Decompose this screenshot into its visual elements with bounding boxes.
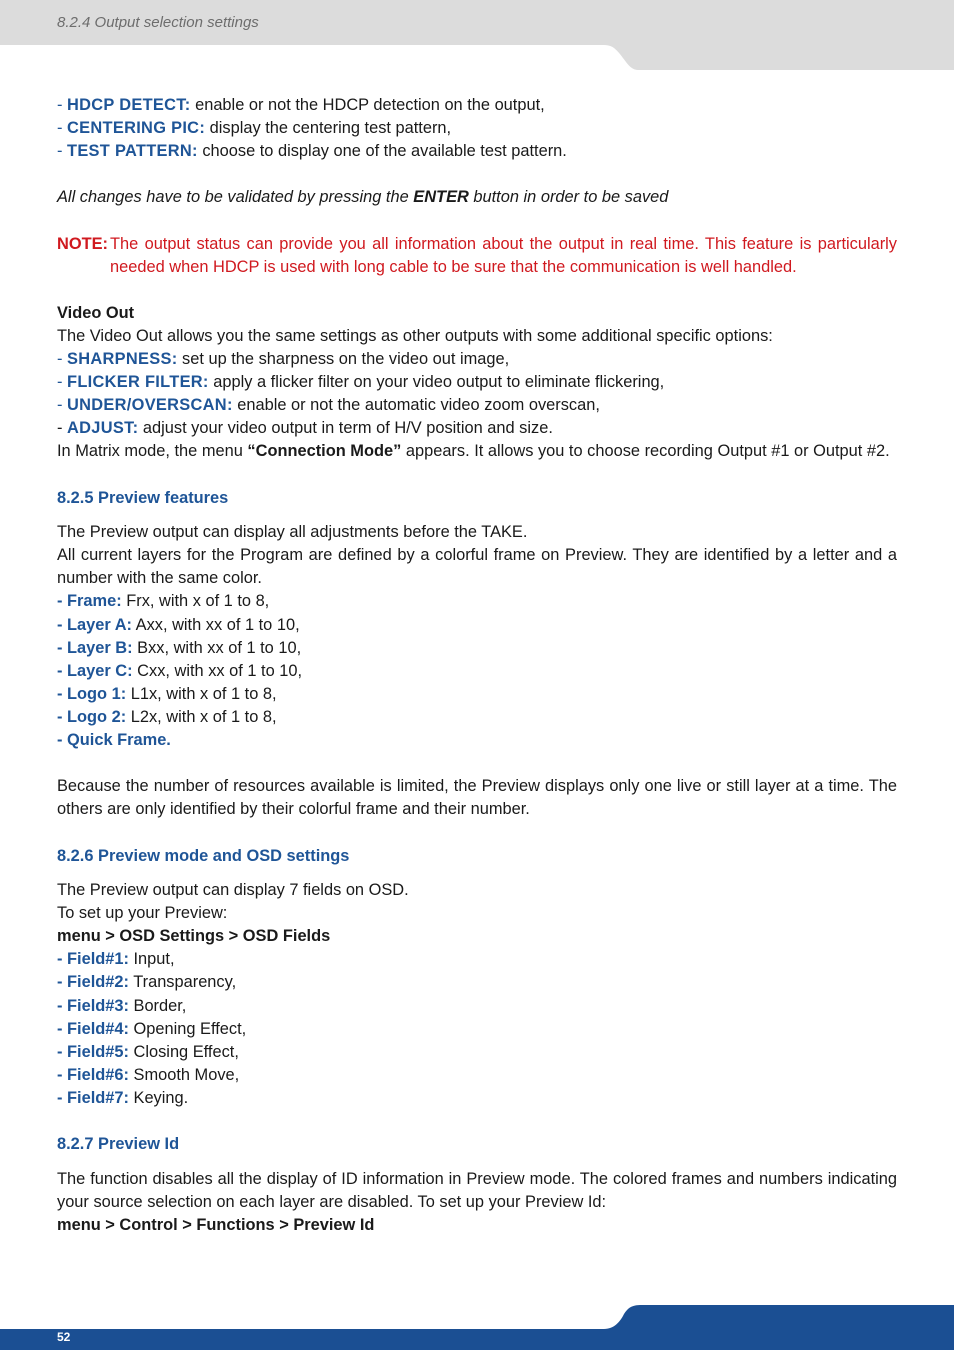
page-number: 52 xyxy=(57,1330,71,1344)
output-item-text: display the centering test pattern, xyxy=(205,119,452,138)
footer-band xyxy=(0,1300,954,1350)
video-out-item-label: UNDER/OVERSCAN: xyxy=(67,396,233,415)
header-band xyxy=(0,0,954,70)
page-content xyxy=(57,94,897,1237)
validate-sentence: All changes have to be validated by pressing the ENTER button in order to be saved xyxy=(57,188,669,207)
osd-field-item: - Field#6: Smooth Move, xyxy=(57,1065,240,1084)
osd-field-item: - Field#1: Input, xyxy=(57,950,175,969)
section-heading-preview-osd: 8.2.6 Preview mode and OSD settings xyxy=(57,846,350,865)
osd-field-item: - Field#4: Opening Effect, xyxy=(57,1019,247,1038)
video-out-item: - ADJUST: adjust your video output in term of H/V position and size. xyxy=(57,419,553,438)
preview-features-p3: Because the number of resources available is limited, the Preview displays only one live or still layer at a time. The others are only identified by their colorful frame and their number. xyxy=(57,777,897,819)
video-out-item-label: ADJUST: xyxy=(67,419,139,438)
osd-field-item: - Field#7: Keying. xyxy=(57,1088,189,1107)
section-heading-preview-id: 8.2.7 Preview Id xyxy=(57,1135,180,1154)
video-out-item: - FLICKER FILTER: apply a flicker filter on your video output to eliminate flickering, xyxy=(57,373,665,392)
video-out-item-label: SHARPNESS: xyxy=(67,350,178,369)
note-text: The output status can provide you all information about the output in real time. This feature is particularly needed when HDCP is used with long cable to be sure that the communication is well handled. xyxy=(110,234,897,276)
video-out-item-label: FLICKER FILTER: xyxy=(67,373,209,392)
connection-mode-text: “Connection Mode” xyxy=(247,442,402,461)
preview-features-p2: All current layers for the Program are defined by a colorful frame on Preview. They are identified by a letter and a number with the same color. xyxy=(57,546,897,588)
output-item-label: CENTERING PIC: xyxy=(67,119,206,138)
osd-field-item: - Field#5: Closing Effect, xyxy=(57,1042,239,1061)
preview-feature-item: - Layer B: Bxx, with xx of 1 to 10, xyxy=(57,638,302,657)
enter-key-text: ENTER xyxy=(413,188,469,207)
preview-id-menu-path: menu > Control > Functions > Preview Id xyxy=(57,1215,375,1234)
output-item-text: enable or not the HDCP detection on the output, xyxy=(190,96,545,114)
output-item-label: HDCP DETECT: xyxy=(67,96,191,114)
video-out-item: - UNDER/OVERSCAN: enable or not the automatic video zoom overscan, xyxy=(57,396,600,415)
matrix-mode-paragraph: In Matrix mode, the menu “Connection Mode” appears. It allows you to choose recording Output #1 or Output #2. xyxy=(57,442,890,461)
osd-field-item: - Field#3: Border, xyxy=(57,996,187,1015)
preview-feature-item: - Logo 1: L1x, with x of 1 to 8, xyxy=(57,684,277,703)
osd-field-item: - Field#2: Transparency, xyxy=(57,973,237,992)
output-item: - TEST PATTERN: choose to display one of the available test pattern. xyxy=(57,142,567,161)
video-out-item: - SHARPNESS: set up the sharpness on the video out image, xyxy=(57,350,510,369)
preview-osd-p2: To set up your Preview: xyxy=(57,904,228,923)
section-heading-preview-features: 8.2.5 Preview features xyxy=(57,488,229,507)
preview-feature-item: - Layer A: Axx, with xx of 1 to 10, xyxy=(57,615,300,634)
output-item: - CENTERING PIC: display the centering test pattern, xyxy=(57,119,452,138)
output-item-text: choose to display one of the available test pattern. xyxy=(197,142,567,161)
preview-osd-p1: The Preview output can display 7 fields on OSD. xyxy=(57,881,409,900)
video-out-title: Video Out xyxy=(57,303,135,322)
preview-id-p1: The function disables all the display of ID information in Preview mode. The colored frames and numbers indicating your source selection on each layer are disabled. To set up your Preview Id: xyxy=(57,1169,897,1211)
output-item: - HDCP DETECT: enable or not the HDCP detection on the output, xyxy=(57,96,545,114)
preview-feature-item: - Layer C: Cxx, with xx of 1 to 10, xyxy=(57,661,303,680)
header-section-title: 8.2.4 Output selection settings xyxy=(57,14,259,31)
note-block xyxy=(57,233,897,279)
preview-feature-item: - Quick Frame. xyxy=(57,731,171,750)
video-out-intro: The Video Out allows you the same settings as other outputs with some additional specific options: xyxy=(57,326,773,345)
preview-feature-item: - Logo 2: L2x, with x of 1 to 8, xyxy=(57,707,277,726)
preview-features-p1: The Preview output can display all adjustments before the TAKE. xyxy=(57,523,528,542)
osd-menu-path: menu > OSD Settings > OSD Fields xyxy=(57,927,331,946)
preview-feature-item: - Frame: Frx, with x of 1 to 8, xyxy=(57,592,270,611)
note-label: NOTE: xyxy=(57,234,108,253)
output-item-label: TEST PATTERN: xyxy=(67,142,198,161)
